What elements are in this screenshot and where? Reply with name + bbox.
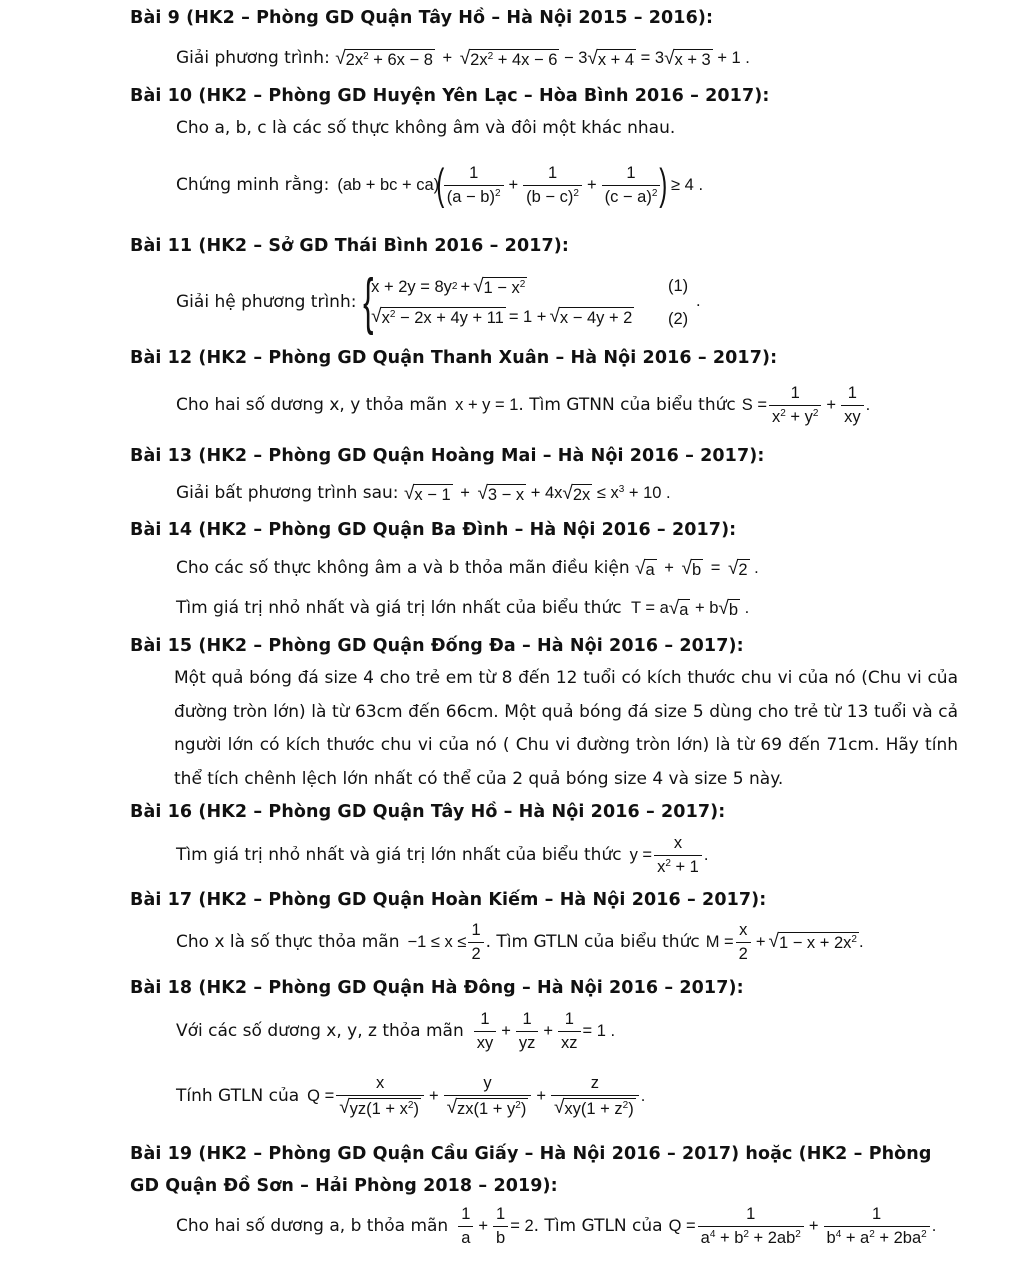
problem-heading: Bài 9 (HK2 – Phòng GD Quận Tây Hồ – Hà Nội 2015 – 2016): xyxy=(130,8,714,28)
problem-heading: Bài 11 (HK2 – Sở GD Thái Bình 2016 – 2017): xyxy=(130,236,569,256)
equation-tag: (2) xyxy=(668,310,689,328)
problem-statement: Cho a, b, c là các số thực không âm và đôi một khác nhau. xyxy=(176,118,676,138)
problem-heading: Bài 15 (HK2 – Phòng GD Quận Đống Đa – Hà Nội 2016 – 2017): xyxy=(130,636,744,656)
problem-statement: Cho hai số dương x, y thỏa mãn x + y = 1 . Tìm GTNN của biểu thức S = $\frac{1}{x^2 + y^2}$ + $\frac{1}{xy}$ . xyxy=(176,383,871,426)
equation-tag: (1) xyxy=(668,277,689,295)
problem-heading: Bài 10 (HK2 – Phòng GD Huyện Yên Lạc – Hòa Bình 2016 – 2017): xyxy=(130,86,770,106)
period: . xyxy=(696,292,701,310)
problem-heading: Bài 14 (HK2 – Phòng GD Quận Ba Đình – Hà Nội 2016 – 2017): xyxy=(130,520,737,540)
problem-heading: Bài 18 (HK2 – Phòng GD Quận Hà Đông – Hà Nội 2016 – 2017): xyxy=(130,978,744,998)
problem-heading: Bài 19 (HK2 – Phòng GD Quận Cầu Giấy – Hà Nội 2016 – 2017) hoặc (HK2 – Phòng GD Quận Đồ Sơn – Hải Phòng 2018 – 2019): xyxy=(130,1144,932,1196)
problem-statement: Cho hai số dương a, b thỏa mãn $\frac{1}{a}$ + $\frac{1}{b}$ = 2 . Tìm GTLN của Q = $\frac{1}{a^4 + b^2 + 2ab^2}$ + $\frac{1}{b^4 + a^2 + 2ba^2}$ . xyxy=(176,1204,937,1247)
problem-statement: Chứng minh rằng: (ab + bc + ca) ( $\frac{1}{(a - b)^2}$ + $\frac{1}{(b - c)^2}$ + $\frac{1}{(c - a)^2}$ ) ≥ 4 . xyxy=(176,160,704,209)
problem-statement: Với các số dương x, y, z thỏa mãn $\frac{1}{xy}$ + $\frac{1}{yz}$ + $\frac{1}{xz}$ = 1 . xyxy=(176,1009,616,1052)
equation-system: { x + 2y = 8y 2 + √ $1 - x^2$ √ $x^2 - 2x + 4y + 11$ = 1 + √ x − 4y + 2 xyxy=(363,267,633,336)
problem-heading: Bài 12 (HK2 – Phòng GD Quận Thanh Xuân – Hà Nội 2016 – 2017): xyxy=(130,348,778,368)
problem-heading: Bài 17 (HK2 – Phòng GD Quận Hoàn Kiếm – Hà Nội 2016 – 2017): xyxy=(130,890,767,910)
problem-statement: Tìm giá trị nhỏ nhất và giá trị lớn nhất của biểu thức y = $\frac{x}{x^2 + 1}$ . xyxy=(176,833,709,876)
statement-text: Giải phương trình: xyxy=(176,48,330,68)
problem-heading: Bài 16 (HK2 – Phòng GD Quận Tây Hồ – Hà Nội 2016 – 2017): xyxy=(130,802,726,822)
expression: $\frac{1}{a}$ + $\frac{1}{b}$ = 2 . Tìm GTLN của Q = $\frac{1}{a^4 + b^2 + 2ab^2}$ + $\frac{1}{b^4 + a^2 + 2ba^2}$ . xyxy=(456,1205,936,1248)
problem-statement: Cho x là số thực thỏa mãn −1 ≤ x ≤ $\frac{1}{2}$ . Tìm GTLN của biểu thức M = $\frac{x}{2}$ + √ $1 - x + 2x^2$ . xyxy=(176,920,864,963)
problem-statement: Giải hệ phương trình: { x + 2y = 8y 2 + √ $1 - x^2$ √ $x^2 - 2x + 4y + 11$ = 1 + √ x − 4y + 2 xyxy=(176,267,633,336)
problem-statement: Tìm giá trị nhỏ nhất và giá trị lớn nhất của biểu thức T = a √ a + b √ b . xyxy=(176,597,750,619)
problem-statement xyxy=(176,46,750,70)
inequality: √ x − 1 + √ 3 − x + 4x √ 2x ≤ $x^3 + 10$ . xyxy=(403,482,671,504)
expression: y = $\frac{x}{x^2 + 1}$ . xyxy=(629,833,709,876)
expression: T = a √ a + b √ b . xyxy=(630,597,750,619)
problem-statement: Tính GTLN của Q = x √ $yz(1 + x^2)$ + y √ $zx(1 + y^2)$ + z √ $xy(1 + z^2)$ . xyxy=(176,1073,646,1118)
expression: x + y = 1 . Tìm GTNN của biểu thức S = $\frac{1}{x^2 + y^2}$ + $\frac{1}{xy}$ . xyxy=(455,383,871,426)
problem-statement: Giải bất phương trình sau: √ x − 1 + √ 3 − x + 4x √ 2x ≤ $x^3 + 10$ . xyxy=(176,482,671,504)
problem-statement: Cho các số thực không âm a và b thỏa mãn điều kiện √ a + √ b = √ 2 . xyxy=(176,557,759,579)
expression: Q = x √ $yz(1 + x^2)$ + y √ $zx(1 + y^2)$ + z √ $xy(1 + z^2)$ . xyxy=(307,1073,646,1118)
condition: $\frac{1}{xy}$ + $\frac{1}{yz}$ + $\frac{1}{xz}$ = 1 . xyxy=(472,1010,615,1053)
problem-paragraph: Một quả bóng đá size 4 cho trẻ em từ 8 đến 12 tuổi có kích thước chu vi của nó (Chu vi của đường tròn lớn) là từ 63cm đến 66cm. Một quả bóng đá size 5 dùng cho trẻ từ 13 tuổi và cả người lớn có kích thước chu vi của nó ( Chu vi đường tròn lớn) là từ 69 đến 71cm. Hãy tính thể tích chênh lệch lớn nhất có thể của 2 quả bóng size 4 và size 5 này. xyxy=(174,668,958,789)
inequality: (ab + bc + ca) ( $\frac{1}{(a - b)^2}$ + $\frac{1}{(b - c)^2}$ + $\frac{1}{(c - a)^2}$ ) ≥ 4 . xyxy=(337,160,704,209)
expression: −1 ≤ x ≤ $\frac{1}{2}$ . Tìm GTLN của biểu thức M = $\frac{x}{2}$ + √ $1 - x + 2x^2$ . xyxy=(407,920,864,963)
condition: √ a + √ b = √ 2 . xyxy=(635,557,759,579)
equation: √ $2x^2 + 6x - 8$ + √ $2x^2 + 4x - 6$ − 3 √ x + 4 = 3 √ x + 3 + 1 . xyxy=(335,47,750,69)
problem-heading: Bài 13 (HK2 – Phòng GD Quận Hoàng Mai – Hà Nội 2016 – 2017): xyxy=(130,446,765,466)
